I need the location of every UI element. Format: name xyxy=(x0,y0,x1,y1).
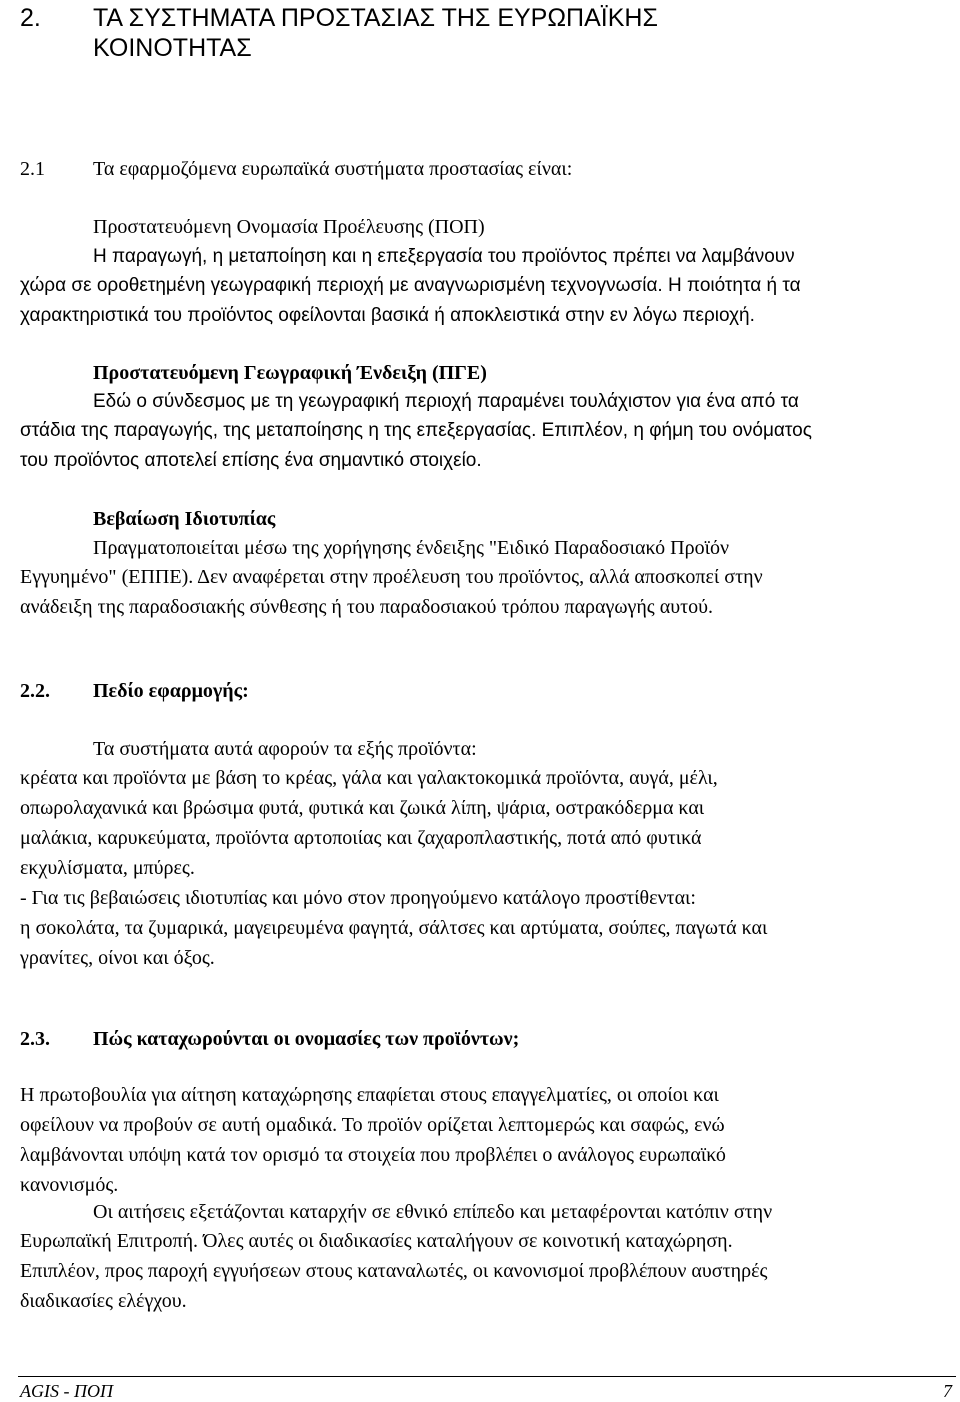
para-line: Επιπλέον, προς παροχή εγγυήσεων στους καταναλωτές, οι κανονισμοί προβλέπουν αυστηρές xyxy=(20,1260,768,1282)
para-line: Οι αιτήσεις εξετάζονται καταρχήν σε εθνικό επίπεδο και μεταφέρονται κατόπιν στην xyxy=(93,1201,773,1223)
product-line: μαλάκια, καρυκεύματα, προϊόντα αρτοποιίας και ζαχαροπλαστικής, ποτά από φυτικά xyxy=(20,827,702,849)
pop-heading: Προστατευόμενη Ονομασία Προέλευσης (ΠΟΠ) xyxy=(93,216,485,238)
bi-line: Εγγυημένο" (ΕΠΠΕ). Δεν αναφέρεται στην προέλευση του προϊόντος, αλλά αποσκοπεί στην xyxy=(20,566,763,588)
pge-text xyxy=(20,416,812,475)
para-line: Η πρωτοβουλία για αίτηση καταχώρησης επαφίεται στους επαγγελματίες, οι οποίοι και xyxy=(20,1084,719,1106)
section-2-3-number: 2.3. xyxy=(20,1028,50,1050)
section-2-3-title: Πώς καταχωρούνται οι ονομασίες των προϊόντων; xyxy=(93,1028,520,1050)
product-line: οπωρολαχανικά και βρώσιμα φυτά, φυτικά και ζωικά λίπη, ψάρια, οστρακόδερμα και xyxy=(20,797,705,819)
pge-heading: Προστατευόμενη Γεωγραφική Ένδειξη (ΠΓΕ) xyxy=(93,362,487,384)
footer-divider xyxy=(18,1376,956,1377)
para-line: Ευρωπαϊκή Επιτροπή. Όλες αυτές οι διαδικασίες καταλήγουν σε κοινοτική καταχώρηση. xyxy=(20,1230,733,1252)
pge-line: στάδια της παραγωγής, της μεταποίησης η της επεξεργασίας. Επιπλέον, η φήμη του ονόματος xyxy=(20,420,812,441)
footer-left: AGIS - ΠΟΠ xyxy=(20,1381,113,1401)
bi-heading: Βεβαίωση Ιδιοτυπίας xyxy=(93,508,276,530)
product-line: εκχυλίσματα, μπύρες. xyxy=(20,857,195,879)
bi-line: Πραγματοποιείται μέσω της χορήγησης ένδειξης "Ειδικό Παραδοσιακό Προϊόν xyxy=(93,537,730,559)
pop-text xyxy=(20,271,801,330)
pge-line: Εδώ ο σύνδεσμος με τη γεωγραφική περιοχή παραμένει τουλάχιστον για ένα από τα xyxy=(93,391,799,412)
pge-line: του προϊόντος αποτελεί επίσης ένα σημαντικό στοιχείο. xyxy=(20,449,482,471)
section-2-3-para-1 xyxy=(20,1080,726,1200)
bi-text xyxy=(20,562,763,622)
chapter-title xyxy=(93,3,658,63)
pop-line: Η παραγωγή, η μεταποίηση και η επεξεργασία του προϊόντος πρέπει να λαμβάνουν xyxy=(93,246,795,267)
product-line: η σοκολάτα, τα ζυμαρικά, μαγειρευμένα φαγητά, σάλτσες και αρτύματα, σούπες, παγωτά και xyxy=(20,917,768,939)
para-line: διαδικασίες ελέγχου. xyxy=(20,1290,187,1312)
section-2-1-title: Τα εφαρμοζόμενα ευρωπαϊκά συστήματα προστασίας είναι: xyxy=(93,158,573,180)
para-line: λαμβάνονται υπόψη κατά τον ορισμό τα στοιχεία που προβλέπει ο ανάλογος ευρωπαϊκό xyxy=(20,1144,726,1166)
para-line: οφείλουν να προβούν σε αυτή ομαδικά. Το προϊόν ορίζεται λεπτομερώς και σαφώς, ενώ xyxy=(20,1114,725,1136)
section-2-2-title: Πεδίο εφαρμογής: xyxy=(93,680,249,702)
pop-line: χαρακτηριστικά του προϊόντος οφείλονται βασικά ή αποκλειστικά στην εν λόγω περιοχή. xyxy=(20,304,755,326)
section-2-2-intro: Τα συστήματα αυτά αφορούν τα εξής προϊόντα: xyxy=(93,738,477,760)
product-line: - Για τις βεβαιώσεις ιδιοτυπίας και μόνο στον προηγούμενο κατάλογο προστίθενται: xyxy=(20,887,696,909)
section-2-3-para-2 xyxy=(20,1226,767,1316)
section-2-1-number: 2.1 xyxy=(20,158,45,180)
para-line: κανονισμός. xyxy=(20,1174,119,1196)
product-line: γρανίτες, οίνοι και όξος. xyxy=(20,947,215,969)
product-line: κρέατα και προϊόντα με βάση το κρέας, γάλα και γαλακτοκομικά προϊόντα, αυγά, μέλι, xyxy=(20,767,718,789)
bi-line: ανάδειξη της παραδοσιακής σύνθεσης ή του παραδοσιακού τρόπου παραγωγής αυτού. xyxy=(20,596,714,618)
product-list xyxy=(20,763,767,973)
page-number: 7 xyxy=(943,1381,952,1401)
chapter-number: 2. xyxy=(20,4,41,32)
pop-line: χώρα σε οροθετημένη γεωγραφική περιοχή με αναγνωρισμένη τεχνογνωσία. Η ποιότητα ή τα xyxy=(20,275,801,296)
chapter-title-line: ΤΑ ΣΥΣΤΗΜΑΤΑ ΠΡΟΣΤΑΣΙΑΣ ΤΗΣ ΕΥΡΩΠΑΪΚΗΣ xyxy=(93,4,658,32)
section-2-2-number: 2.2. xyxy=(20,680,50,702)
chapter-title-line: ΚΟΙΝΟΤΗΤΑΣ xyxy=(93,34,252,62)
